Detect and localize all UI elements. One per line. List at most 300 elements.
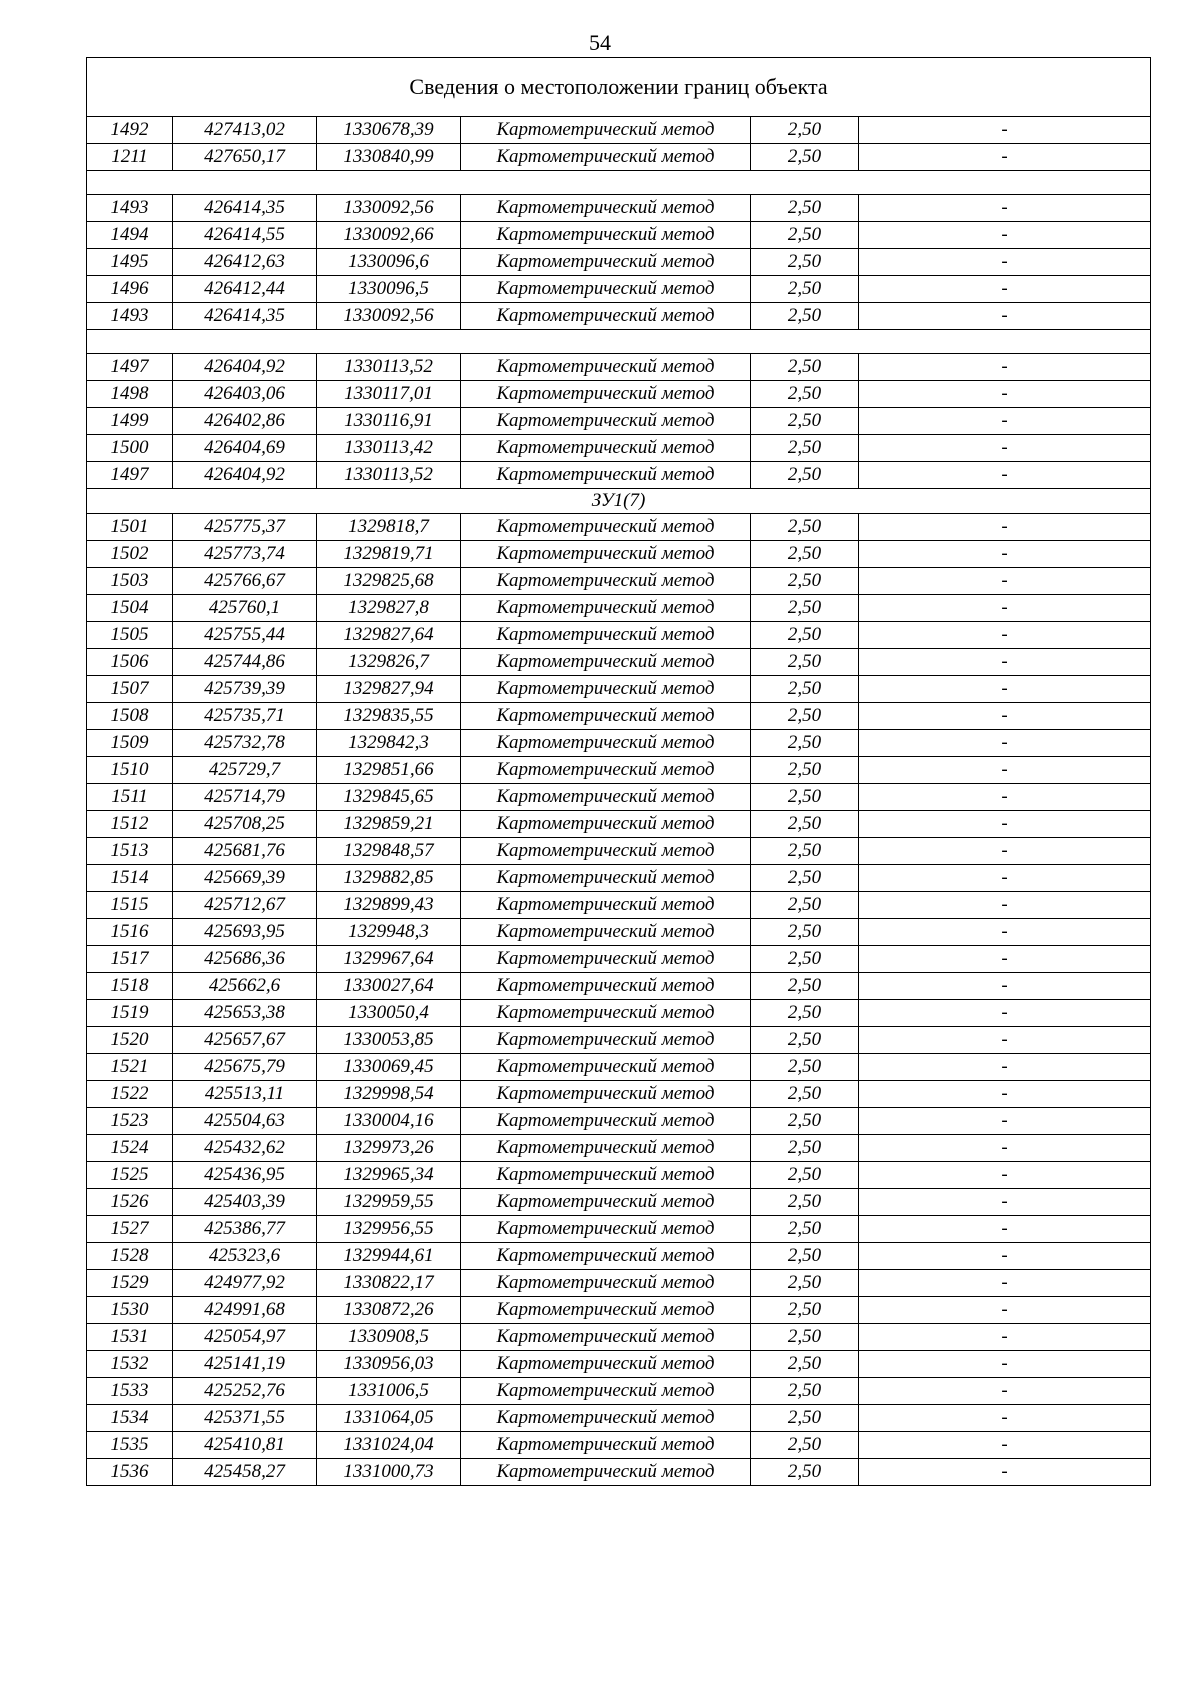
accuracy-cell: 2,50 — [751, 1324, 859, 1351]
y-coordinate-cell: 1330092,56 — [317, 195, 461, 222]
table-row — [87, 1324, 1151, 1351]
separator-row — [87, 171, 1151, 195]
y-coordinate-cell: 1330956,03 — [317, 1351, 461, 1378]
y-coordinate-cell: 1330822,17 — [317, 1270, 461, 1297]
table-row — [87, 408, 1151, 435]
method-cell: Картометрический метод — [461, 568, 751, 595]
accuracy-cell: 2,50 — [751, 703, 859, 730]
y-coordinate-cell: 1329827,64 — [317, 622, 461, 649]
point-number-cell: 1533 — [87, 1378, 173, 1405]
method-cell: Картометрический метод — [461, 676, 751, 703]
x-coordinate-cell: 426412,63 — [173, 249, 317, 276]
description-cell: - — [859, 568, 1151, 595]
y-coordinate-cell: 1330069,45 — [317, 1054, 461, 1081]
accuracy-cell: 2,50 — [751, 381, 859, 408]
table-row — [87, 1270, 1151, 1297]
description-cell: - — [859, 354, 1151, 381]
point-number-cell: 1519 — [87, 1000, 173, 1027]
accuracy-cell: 2,50 — [751, 462, 859, 489]
description-cell: - — [859, 117, 1151, 144]
table-row — [87, 568, 1151, 595]
table-row — [87, 838, 1151, 865]
accuracy-cell: 2,50 — [751, 1135, 859, 1162]
method-cell: Картометрический метод — [461, 1459, 751, 1486]
method-cell: Картометрический метод — [461, 462, 751, 489]
description-cell: - — [859, 757, 1151, 784]
table-row — [87, 784, 1151, 811]
accuracy-cell: 2,50 — [751, 435, 859, 462]
accuracy-cell: 2,50 — [751, 811, 859, 838]
description-cell: - — [859, 838, 1151, 865]
accuracy-cell: 2,50 — [751, 1378, 859, 1405]
x-coordinate-cell: 425712,67 — [173, 892, 317, 919]
point-number-cell: 1532 — [87, 1351, 173, 1378]
x-coordinate-cell: 425504,63 — [173, 1108, 317, 1135]
y-coordinate-cell: 1329835,55 — [317, 703, 461, 730]
accuracy-cell: 2,50 — [751, 946, 859, 973]
x-coordinate-cell: 426414,55 — [173, 222, 317, 249]
x-coordinate-cell: 425410,81 — [173, 1432, 317, 1459]
table-row — [87, 541, 1151, 568]
y-coordinate-cell: 1330092,66 — [317, 222, 461, 249]
accuracy-cell: 2,50 — [751, 117, 859, 144]
description-cell: - — [859, 1405, 1151, 1432]
y-coordinate-cell: 1330113,42 — [317, 435, 461, 462]
table-row — [87, 1189, 1151, 1216]
method-cell: Картометрический метод — [461, 1081, 751, 1108]
method-cell: Картометрический метод — [461, 381, 751, 408]
accuracy-cell: 2,50 — [751, 1081, 859, 1108]
x-coordinate-cell: 425693,95 — [173, 919, 317, 946]
point-number-cell: 1512 — [87, 811, 173, 838]
method-cell: Картометрический метод — [461, 1135, 751, 1162]
y-coordinate-cell: 1329967,64 — [317, 946, 461, 973]
point-number-cell: 1514 — [87, 865, 173, 892]
table-row — [87, 1027, 1151, 1054]
x-coordinate-cell: 425686,36 — [173, 946, 317, 973]
description-cell: - — [859, 1108, 1151, 1135]
y-coordinate-cell: 1329859,21 — [317, 811, 461, 838]
description-cell: - — [859, 1189, 1151, 1216]
section-label: ЗУ1(7) — [87, 489, 1151, 514]
y-coordinate-cell: 1330678,39 — [317, 117, 461, 144]
description-cell: - — [859, 1162, 1151, 1189]
y-coordinate-cell: 1329842,3 — [317, 730, 461, 757]
separator-row — [87, 330, 1151, 354]
point-number-cell: 1500 — [87, 435, 173, 462]
method-cell: Картометрический метод — [461, 649, 751, 676]
description-cell: - — [859, 195, 1151, 222]
method-cell: Картометрический метод — [461, 1432, 751, 1459]
description-cell: - — [859, 919, 1151, 946]
y-coordinate-cell: 1331006,5 — [317, 1378, 461, 1405]
table-row — [87, 276, 1151, 303]
accuracy-cell: 2,50 — [751, 973, 859, 1000]
y-coordinate-cell: 1329965,34 — [317, 1162, 461, 1189]
table-row — [87, 1135, 1151, 1162]
point-number-cell: 1508 — [87, 703, 173, 730]
table-body — [87, 58, 1151, 1486]
x-coordinate-cell: 425054,97 — [173, 1324, 317, 1351]
method-cell: Картометрический метод — [461, 195, 751, 222]
x-coordinate-cell: 424977,92 — [173, 1270, 317, 1297]
y-coordinate-cell: 1329948,3 — [317, 919, 461, 946]
x-coordinate-cell: 426404,92 — [173, 462, 317, 489]
table-row — [87, 1054, 1151, 1081]
accuracy-cell: 2,50 — [751, 222, 859, 249]
point-number-cell: 1535 — [87, 1432, 173, 1459]
point-number-cell: 1497 — [87, 462, 173, 489]
accuracy-cell: 2,50 — [751, 1351, 859, 1378]
table-row — [87, 811, 1151, 838]
description-cell: - — [859, 1135, 1151, 1162]
description-cell: - — [859, 435, 1151, 462]
description-cell: - — [859, 730, 1151, 757]
table-row — [87, 676, 1151, 703]
y-coordinate-cell: 1329827,8 — [317, 595, 461, 622]
x-coordinate-cell: 425458,27 — [173, 1459, 317, 1486]
point-number-cell: 1502 — [87, 541, 173, 568]
accuracy-cell: 2,50 — [751, 1405, 859, 1432]
point-number-cell: 1504 — [87, 595, 173, 622]
method-cell: Картометрический метод — [461, 222, 751, 249]
y-coordinate-cell: 1329899,43 — [317, 892, 461, 919]
table-row — [87, 1216, 1151, 1243]
method-cell: Картометрический метод — [461, 117, 751, 144]
method-cell: Картометрический метод — [461, 919, 751, 946]
table-row — [87, 730, 1151, 757]
point-number-cell: 1527 — [87, 1216, 173, 1243]
y-coordinate-cell: 1329825,68 — [317, 568, 461, 595]
method-cell: Картометрический метод — [461, 514, 751, 541]
point-number-cell: 1534 — [87, 1405, 173, 1432]
x-coordinate-cell: 425766,67 — [173, 568, 317, 595]
table-row — [87, 919, 1151, 946]
y-coordinate-cell: 1330840,99 — [317, 144, 461, 171]
point-number-cell: 1492 — [87, 117, 173, 144]
accuracy-cell: 2,50 — [751, 757, 859, 784]
accuracy-cell: 2,50 — [751, 1432, 859, 1459]
x-coordinate-cell: 425432,62 — [173, 1135, 317, 1162]
point-number-cell: 1524 — [87, 1135, 173, 1162]
accuracy-cell: 2,50 — [751, 195, 859, 222]
y-coordinate-cell: 1330908,5 — [317, 1324, 461, 1351]
point-number-cell: 1496 — [87, 276, 173, 303]
description-cell: - — [859, 946, 1151, 973]
point-number-cell: 1503 — [87, 568, 173, 595]
table-row — [87, 703, 1151, 730]
point-number-cell: 1530 — [87, 1297, 173, 1324]
y-coordinate-cell: 1329882,85 — [317, 865, 461, 892]
table-row — [87, 595, 1151, 622]
table-row — [87, 303, 1151, 330]
point-number-cell: 1528 — [87, 1243, 173, 1270]
method-cell: Картометрический метод — [461, 865, 751, 892]
x-coordinate-cell: 425653,38 — [173, 1000, 317, 1027]
description-cell: - — [859, 784, 1151, 811]
method-cell: Картометрический метод — [461, 408, 751, 435]
boundary-coordinates-table — [86, 57, 1151, 1486]
table-row — [87, 865, 1151, 892]
method-cell: Картометрический метод — [461, 703, 751, 730]
accuracy-cell: 2,50 — [751, 408, 859, 435]
table-row — [87, 1162, 1151, 1189]
point-number-cell: 1499 — [87, 408, 173, 435]
x-coordinate-cell: 426402,86 — [173, 408, 317, 435]
table-row — [87, 1351, 1151, 1378]
x-coordinate-cell: 425760,1 — [173, 595, 317, 622]
accuracy-cell: 2,50 — [751, 249, 859, 276]
y-coordinate-cell: 1329845,65 — [317, 784, 461, 811]
y-coordinate-cell: 1329851,66 — [317, 757, 461, 784]
point-number-cell: 1507 — [87, 676, 173, 703]
method-cell: Картометрический метод — [461, 1378, 751, 1405]
x-coordinate-cell: 425252,76 — [173, 1378, 317, 1405]
accuracy-cell: 2,50 — [751, 865, 859, 892]
description-cell: - — [859, 865, 1151, 892]
method-cell: Картометрический метод — [461, 622, 751, 649]
x-coordinate-cell: 425662,6 — [173, 973, 317, 1000]
y-coordinate-cell: 1330096,5 — [317, 276, 461, 303]
point-number-cell: 1523 — [87, 1108, 173, 1135]
method-cell: Картометрический метод — [461, 1243, 751, 1270]
x-coordinate-cell: 425386,77 — [173, 1216, 317, 1243]
method-cell: Картометрический метод — [461, 1108, 751, 1135]
y-coordinate-cell: 1329959,55 — [317, 1189, 461, 1216]
point-number-cell: 1531 — [87, 1324, 173, 1351]
point-number-cell: 1515 — [87, 892, 173, 919]
x-coordinate-cell: 425729,7 — [173, 757, 317, 784]
x-coordinate-cell: 425732,78 — [173, 730, 317, 757]
point-number-cell: 1506 — [87, 649, 173, 676]
accuracy-cell: 2,50 — [751, 1108, 859, 1135]
table-row — [87, 222, 1151, 249]
table-row — [87, 195, 1151, 222]
point-number-cell: 1513 — [87, 838, 173, 865]
description-cell: - — [859, 1270, 1151, 1297]
table-row — [87, 946, 1151, 973]
method-cell: Картометрический метод — [461, 1189, 751, 1216]
table-row — [87, 1243, 1151, 1270]
y-coordinate-cell: 1329819,71 — [317, 541, 461, 568]
table-row — [87, 514, 1151, 541]
point-number-cell: 1493 — [87, 303, 173, 330]
method-cell: Картометрический метод — [461, 757, 751, 784]
description-cell: - — [859, 276, 1151, 303]
accuracy-cell: 2,50 — [751, 595, 859, 622]
accuracy-cell: 2,50 — [751, 622, 859, 649]
description-cell: - — [859, 1216, 1151, 1243]
description-cell: - — [859, 1324, 1151, 1351]
point-number-cell: 1498 — [87, 381, 173, 408]
y-coordinate-cell: 1330050,4 — [317, 1000, 461, 1027]
y-coordinate-cell: 1330096,6 — [317, 249, 461, 276]
x-coordinate-cell: 426404,69 — [173, 435, 317, 462]
table-title-row — [87, 58, 1151, 117]
method-cell: Картометрический метод — [461, 595, 751, 622]
y-coordinate-cell: 1330872,26 — [317, 1297, 461, 1324]
x-coordinate-cell: 426412,44 — [173, 276, 317, 303]
description-cell: - — [859, 649, 1151, 676]
point-number-cell: 1495 — [87, 249, 173, 276]
description-cell: - — [859, 1000, 1151, 1027]
accuracy-cell: 2,50 — [751, 1000, 859, 1027]
method-cell: Картометрический метод — [461, 1351, 751, 1378]
method-cell: Картометрический метод — [461, 1297, 751, 1324]
x-coordinate-cell: 425657,67 — [173, 1027, 317, 1054]
point-number-cell: 1501 — [87, 514, 173, 541]
y-coordinate-cell: 1330116,91 — [317, 408, 461, 435]
point-number-cell: 1525 — [87, 1162, 173, 1189]
y-coordinate-cell: 1329998,54 — [317, 1081, 461, 1108]
method-cell: Картометрический метод — [461, 1324, 751, 1351]
point-number-cell: 1505 — [87, 622, 173, 649]
x-coordinate-cell: 425735,71 — [173, 703, 317, 730]
x-coordinate-cell: 426414,35 — [173, 303, 317, 330]
accuracy-cell: 2,50 — [751, 676, 859, 703]
description-cell: - — [859, 541, 1151, 568]
x-coordinate-cell: 426403,06 — [173, 381, 317, 408]
point-number-cell: 1494 — [87, 222, 173, 249]
description-cell: - — [859, 1081, 1151, 1108]
x-coordinate-cell: 426404,92 — [173, 354, 317, 381]
point-number-cell: 1510 — [87, 757, 173, 784]
method-cell: Картометрический метод — [461, 1027, 751, 1054]
accuracy-cell: 2,50 — [751, 1297, 859, 1324]
method-cell: Картометрический метод — [461, 730, 751, 757]
accuracy-cell: 2,50 — [751, 1216, 859, 1243]
method-cell: Картометрический метод — [461, 784, 751, 811]
point-number-cell: 1516 — [87, 919, 173, 946]
description-cell: - — [859, 703, 1151, 730]
table-row — [87, 1459, 1151, 1486]
y-coordinate-cell: 1330113,52 — [317, 354, 461, 381]
point-number-cell: 1529 — [87, 1270, 173, 1297]
description-cell: - — [859, 892, 1151, 919]
y-coordinate-cell: 1331024,04 — [317, 1432, 461, 1459]
method-cell: Картометрический метод — [461, 249, 751, 276]
accuracy-cell: 2,50 — [751, 1243, 859, 1270]
accuracy-cell: 2,50 — [751, 276, 859, 303]
description-cell: - — [859, 1459, 1151, 1486]
table-row — [87, 1297, 1151, 1324]
y-coordinate-cell: 1329818,7 — [317, 514, 461, 541]
y-coordinate-cell: 1329827,94 — [317, 676, 461, 703]
description-cell: - — [859, 381, 1151, 408]
accuracy-cell: 2,50 — [751, 919, 859, 946]
description-cell: - — [859, 595, 1151, 622]
x-coordinate-cell: 425681,76 — [173, 838, 317, 865]
section-row — [87, 489, 1151, 514]
table-row — [87, 1108, 1151, 1135]
table-row — [87, 354, 1151, 381]
y-coordinate-cell: 1329826,7 — [317, 649, 461, 676]
description-cell: - — [859, 973, 1151, 1000]
point-number-cell: 1520 — [87, 1027, 173, 1054]
accuracy-cell: 2,50 — [751, 784, 859, 811]
method-cell: Картометрический метод — [461, 435, 751, 462]
x-coordinate-cell: 425775,37 — [173, 514, 317, 541]
point-number-cell: 1526 — [87, 1189, 173, 1216]
y-coordinate-cell: 1329944,61 — [317, 1243, 461, 1270]
method-cell: Картометрический метод — [461, 892, 751, 919]
x-coordinate-cell: 425371,55 — [173, 1405, 317, 1432]
y-coordinate-cell: 1331064,05 — [317, 1405, 461, 1432]
description-cell: - — [859, 462, 1151, 489]
description-cell: - — [859, 676, 1151, 703]
table-row — [87, 462, 1151, 489]
x-coordinate-cell: 425708,25 — [173, 811, 317, 838]
x-coordinate-cell: 425323,6 — [173, 1243, 317, 1270]
accuracy-cell: 2,50 — [751, 303, 859, 330]
accuracy-cell: 2,50 — [751, 649, 859, 676]
x-coordinate-cell: 425513,11 — [173, 1081, 317, 1108]
separator-cell — [87, 330, 1151, 354]
accuracy-cell: 2,50 — [751, 892, 859, 919]
accuracy-cell: 2,50 — [751, 354, 859, 381]
x-coordinate-cell: 425744,86 — [173, 649, 317, 676]
table-row — [87, 973, 1151, 1000]
point-number-cell: 1521 — [87, 1054, 173, 1081]
accuracy-cell: 2,50 — [751, 730, 859, 757]
y-coordinate-cell: 1331000,73 — [317, 1459, 461, 1486]
point-number-cell: 1511 — [87, 784, 173, 811]
description-cell: - — [859, 1027, 1151, 1054]
point-number-cell: 1493 — [87, 195, 173, 222]
y-coordinate-cell: 1330004,16 — [317, 1108, 461, 1135]
table-row — [87, 144, 1151, 171]
description-cell: - — [859, 811, 1151, 838]
description-cell: - — [859, 1297, 1151, 1324]
x-coordinate-cell: 424991,68 — [173, 1297, 317, 1324]
page-number: 54 — [589, 30, 611, 55]
method-cell: Картометрический метод — [461, 811, 751, 838]
point-number-cell: 1497 — [87, 354, 173, 381]
table-row — [87, 1405, 1151, 1432]
method-cell: Картометрический метод — [461, 1216, 751, 1243]
table-row — [87, 1081, 1151, 1108]
accuracy-cell: 2,50 — [751, 838, 859, 865]
point-number-cell: 1211 — [87, 144, 173, 171]
x-coordinate-cell: 427413,02 — [173, 117, 317, 144]
y-coordinate-cell: 1329956,55 — [317, 1216, 461, 1243]
method-cell: Картометрический метод — [461, 1270, 751, 1297]
description-cell: - — [859, 303, 1151, 330]
table-row — [87, 381, 1151, 408]
x-coordinate-cell: 425714,79 — [173, 784, 317, 811]
accuracy-cell: 2,50 — [751, 1270, 859, 1297]
accuracy-cell: 2,50 — [751, 568, 859, 595]
x-coordinate-cell: 425669,39 — [173, 865, 317, 892]
x-coordinate-cell: 425436,95 — [173, 1162, 317, 1189]
method-cell: Картометрический метод — [461, 1054, 751, 1081]
y-coordinate-cell: 1330027,64 — [317, 973, 461, 1000]
description-cell: - — [859, 1054, 1151, 1081]
x-coordinate-cell: 426414,35 — [173, 195, 317, 222]
description-cell: - — [859, 622, 1151, 649]
method-cell: Картометрический метод — [461, 354, 751, 381]
description-cell: - — [859, 514, 1151, 541]
table-row — [87, 1000, 1151, 1027]
method-cell: Картометрический метод — [461, 144, 751, 171]
y-coordinate-cell: 1330053,85 — [317, 1027, 461, 1054]
y-coordinate-cell: 1329973,26 — [317, 1135, 461, 1162]
method-cell: Картометрический метод — [461, 303, 751, 330]
table-row — [87, 249, 1151, 276]
y-coordinate-cell: 1330113,52 — [317, 462, 461, 489]
x-coordinate-cell: 425755,44 — [173, 622, 317, 649]
table-row — [87, 1432, 1151, 1459]
